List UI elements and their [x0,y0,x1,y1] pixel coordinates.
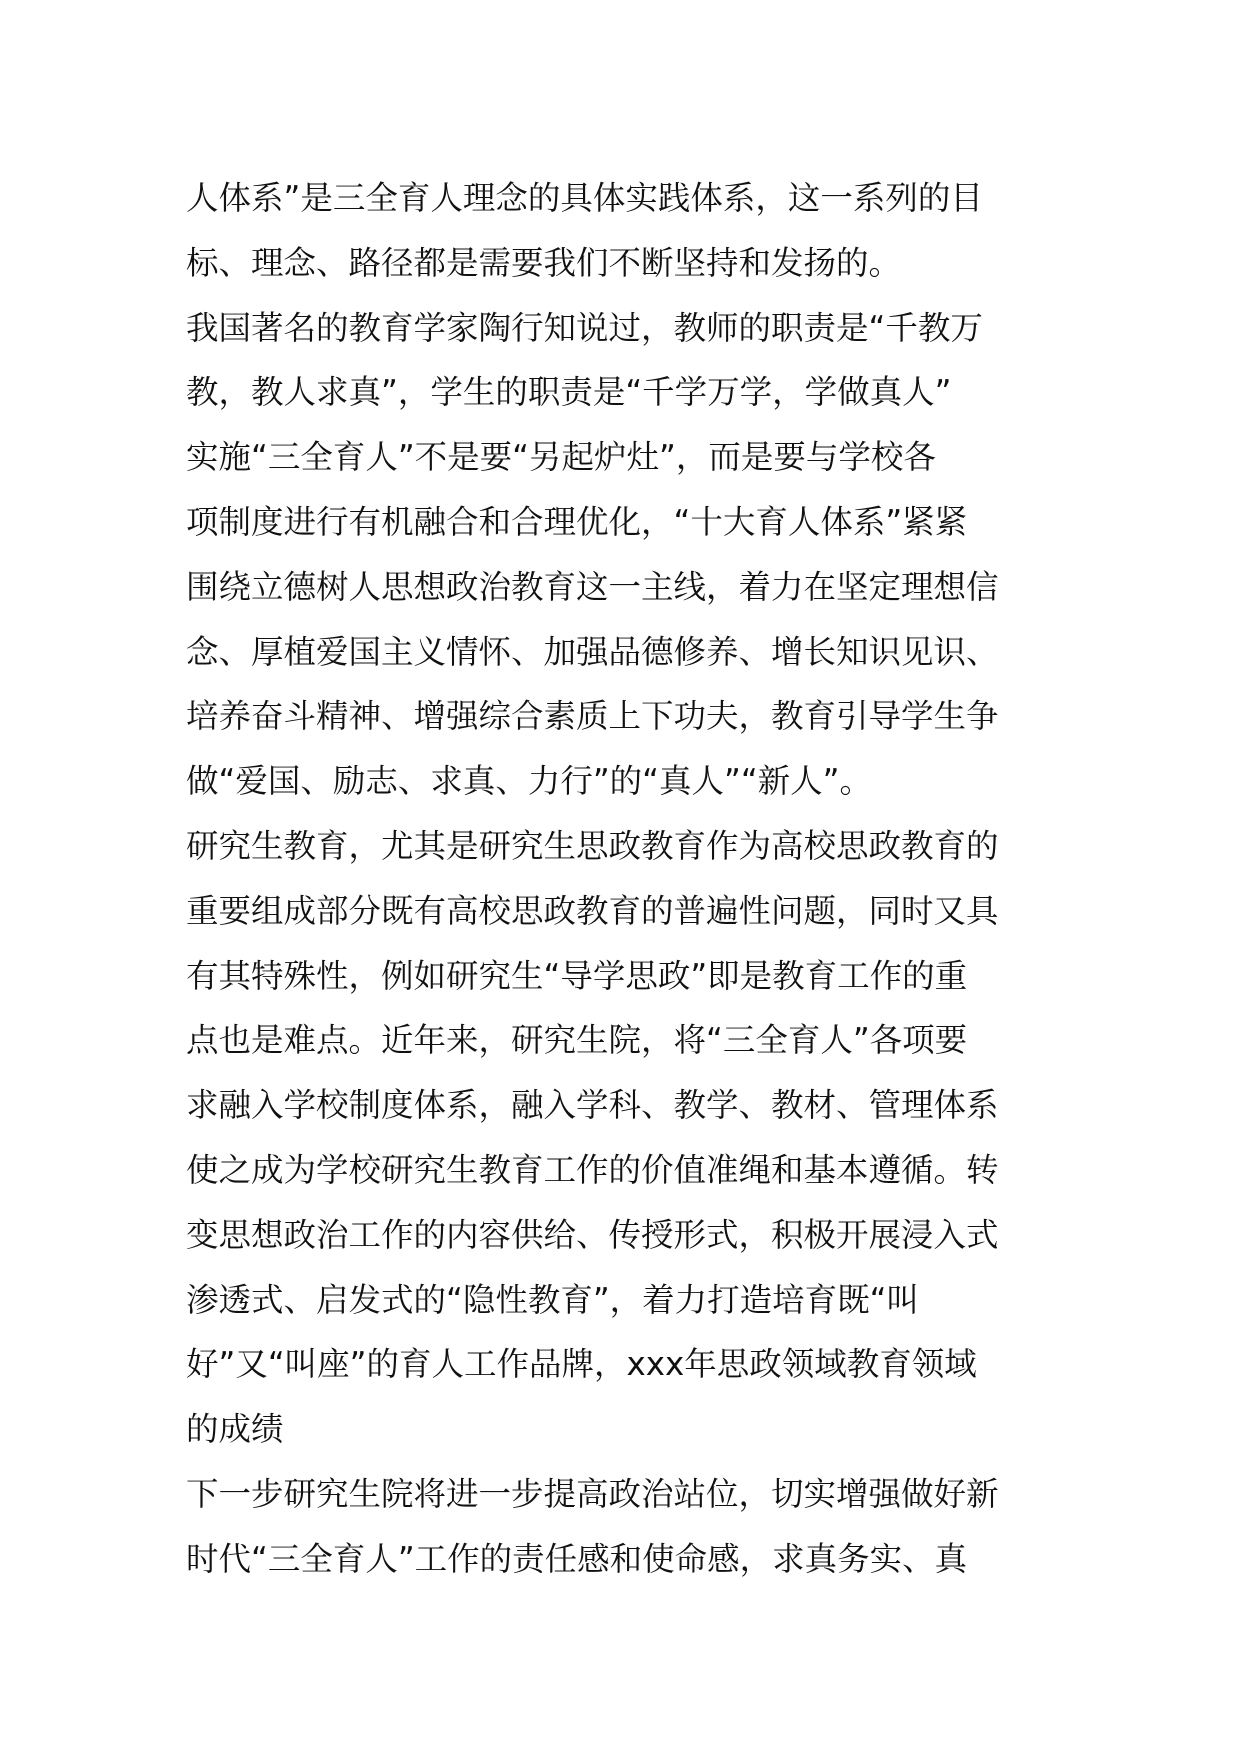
text-line: 我国著名的教育学家陶行知说过，教师的职责是“千教万 [186,308,983,347]
text-line: 使之成为学校研究生教育工作的价值准绳和基本遵循。转 [186,1150,999,1189]
text-line: 念、厚植爱国主义情怀、加强品德修养、增长知识见识、 [186,632,999,671]
text-line: 研究生教育，尤其是研究生思政教育作为高校思政教育的 [186,826,999,865]
text-line: 的成绩 [186,1410,284,1449]
text-line: 标、理念、路径都是需要我们不断坚持和发扬的。 [186,243,902,282]
text-line: 有其特殊性，例如研究生“导学思政”即是教育工作的重 [186,956,968,995]
text-line: 培养奋斗精神、增强综合素质上下功夫，教育引导学生争 [186,697,999,736]
text-line: 围绕立德树人思想政治教育这一主线，着力在坚定理想信 [186,567,999,606]
text-line: 渗透式、启发式的“隐性教育”，着力打造培育既“叫 [186,1280,920,1319]
text-line: 下一步研究生院将进一步提高政治站位，切实增强做好新 [186,1474,999,1513]
text-line: 好”又“叫座”的育人工作品牌，xxx年思政领域教育领域 [186,1345,977,1384]
text-line: 时代“三全育人”工作的责任感和使命感，求真务实、真 [186,1539,968,1578]
text-line: 求融入学校制度体系，融入学科、教学、教材、管理体系 [186,1086,999,1125]
text-line: 点也是难点。近年来，研究生院，将“三全育人”各项要 [186,1021,968,1060]
text-line: 做“爱国、励志、求真、力行”的“真人”“新人”。 [186,762,873,801]
text-line: 人体系”是三全育人理念的具体实践体系，这一系列的目 [186,179,983,217]
text-line: 实施“三全育人”不是要“另起炉灶”，而是要与学校各 [186,438,936,477]
text-line: 重要组成部分既有高校思政教育的普遍性问题，同时又具 [186,891,999,930]
body-text [186,166,1066,1592]
text-line: 教，教人求真”，学生的职责是“千学万学，学做真人” [186,373,952,412]
text-line: 变思想政治工作的内容供给、传授形式，积极开展浸入式 [186,1215,999,1254]
text-line: 项制度进行有机融合和合理优化，“十大育人体系”紧紧 [186,502,968,541]
